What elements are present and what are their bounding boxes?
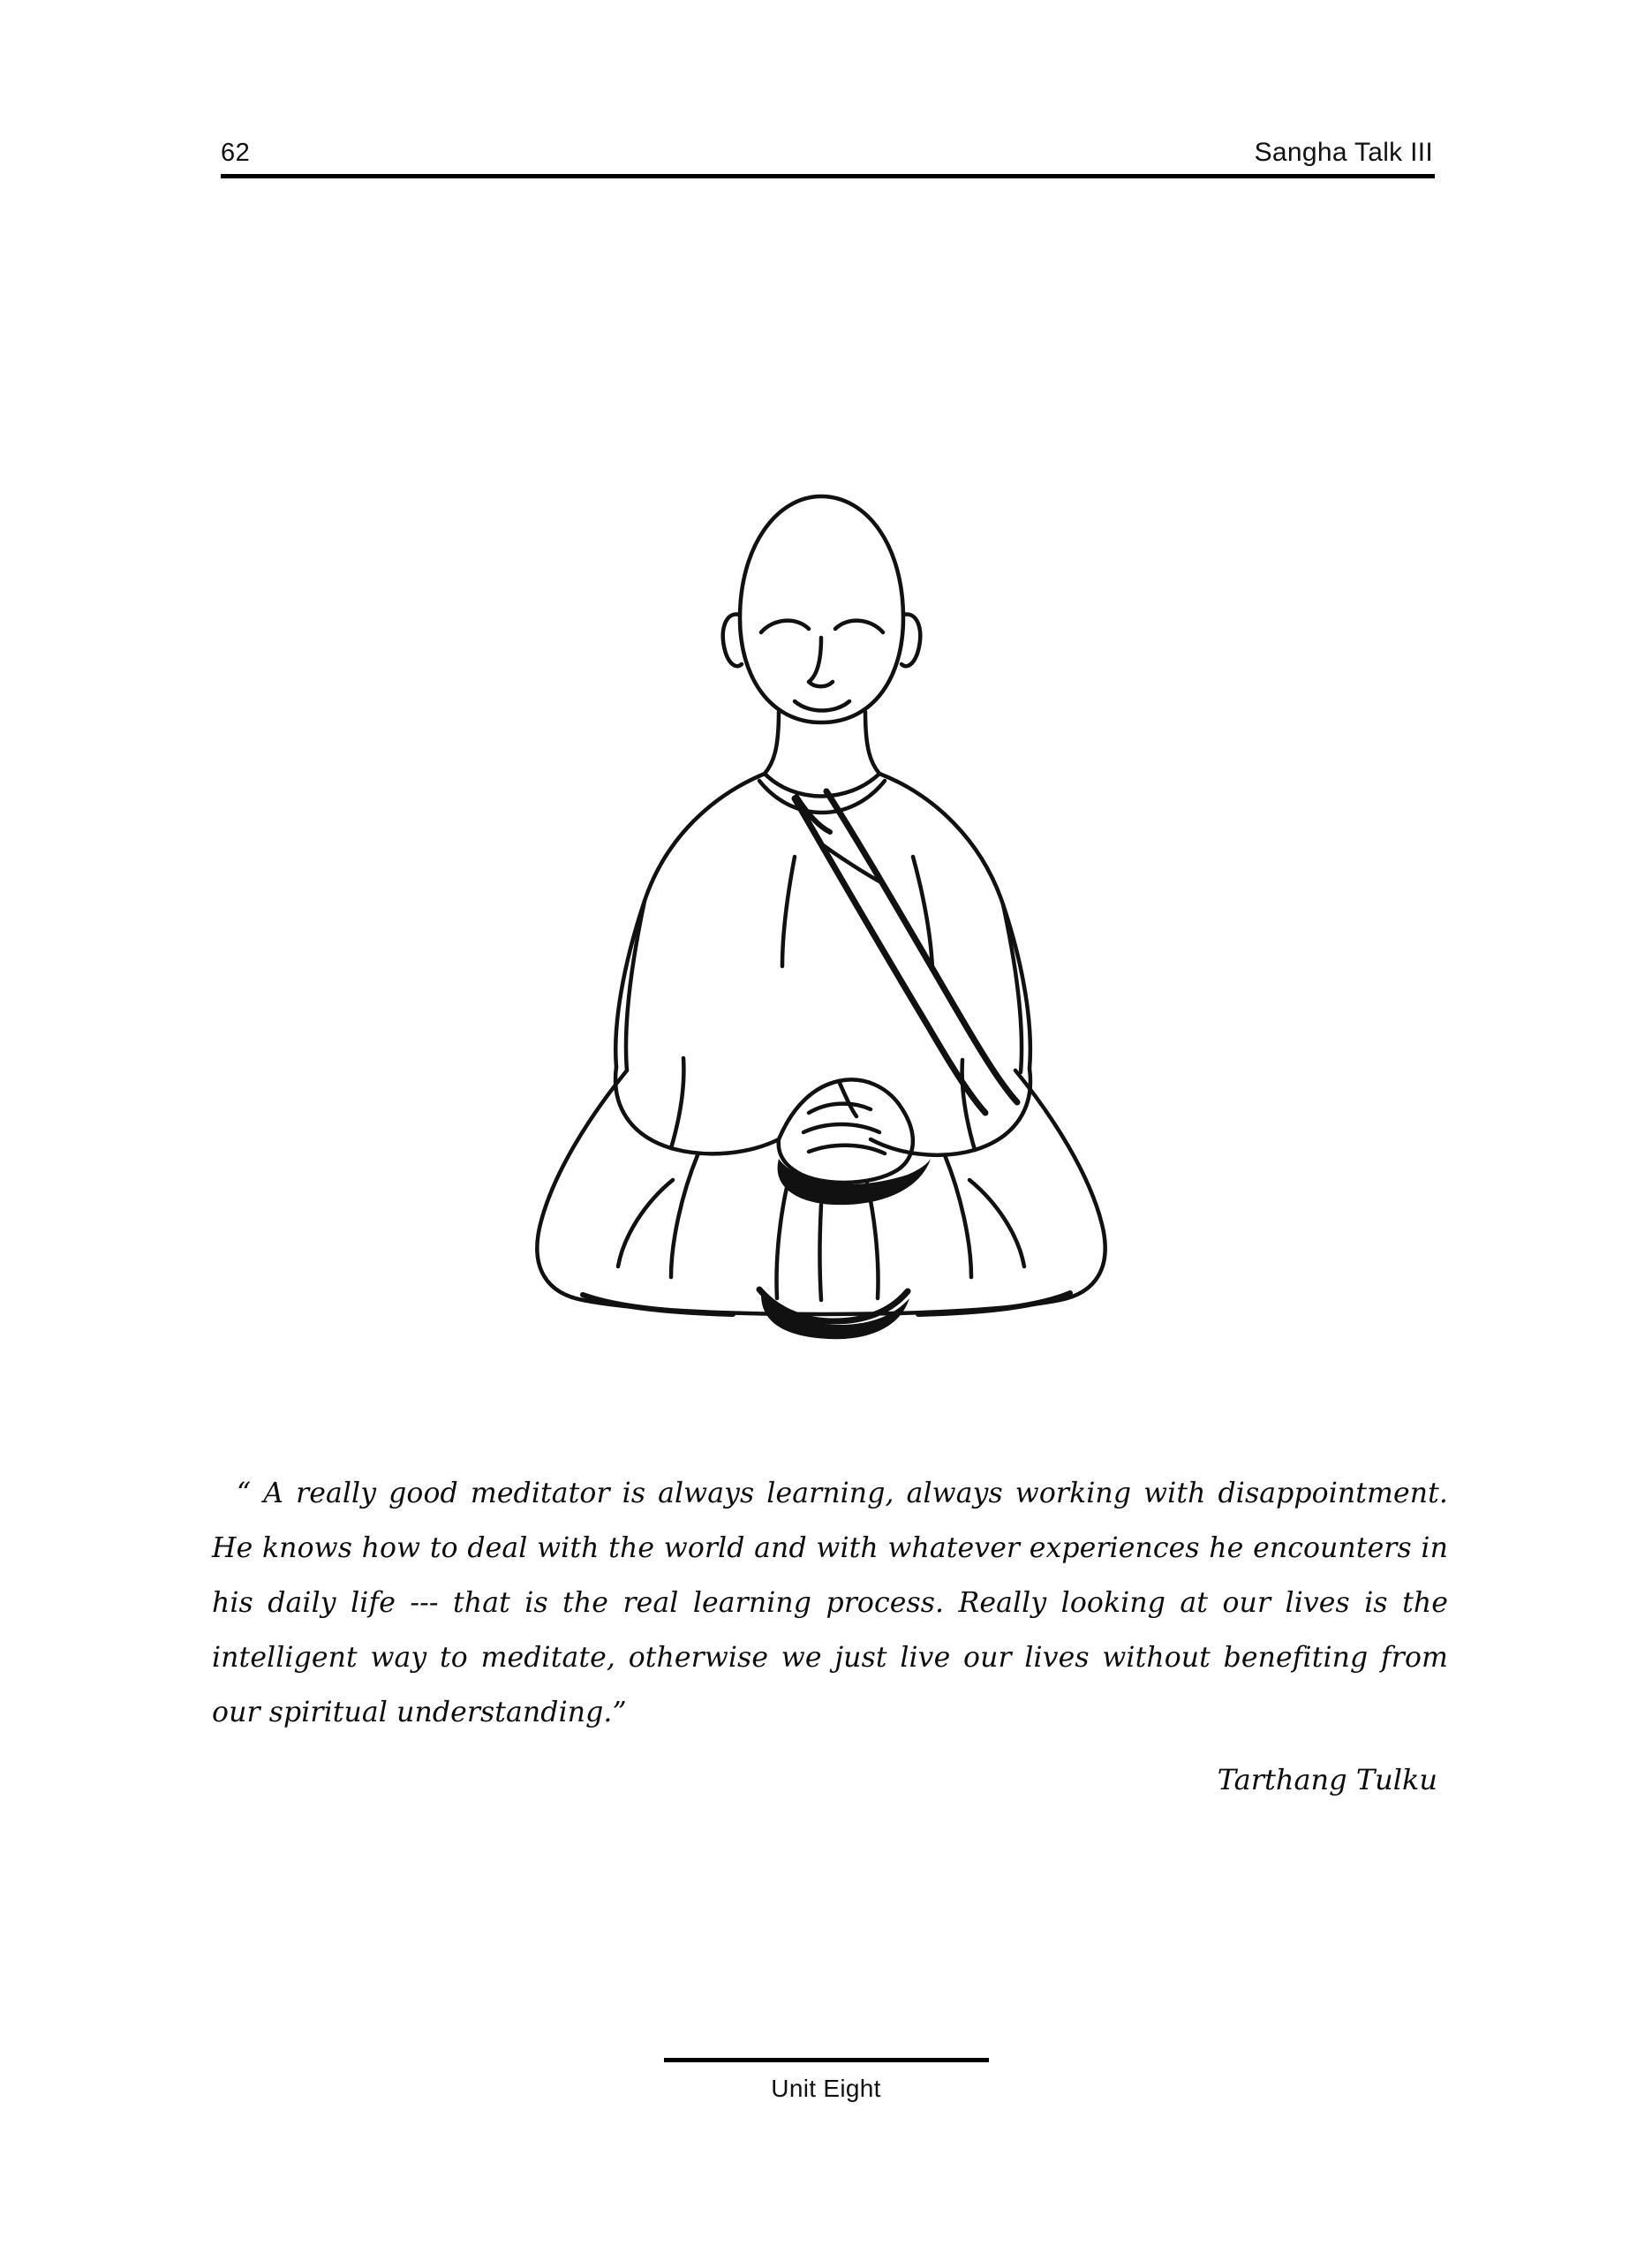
- monk-eye-left: [761, 621, 809, 632]
- monk-nose: [809, 638, 833, 686]
- robe-sleeve-left-fold: [671, 1058, 683, 1148]
- robe-fold-center-right: [867, 1183, 879, 1298]
- page-footer: [0, 2058, 1652, 2103]
- hand-finger-3: [809, 1146, 885, 1153]
- page-number: 62: [221, 139, 251, 167]
- robe-sash-inner: [826, 791, 1017, 1102]
- robe-fold-lap-right: [945, 1155, 971, 1277]
- header-title: Sangha Talk III: [1254, 138, 1433, 167]
- quote-attribution: Tarthang Tulku: [1217, 1763, 1437, 1796]
- robe-fold-chest-2: [782, 857, 795, 966]
- header-row: [221, 124, 1435, 166]
- robe-sleeve-right: [871, 1069, 1030, 1155]
- monk-mouth: [795, 701, 849, 711]
- robe-knee-left: [618, 1180, 673, 1267]
- meditating-monk-illustration: [380, 442, 1263, 1431]
- page-header: [221, 124, 1435, 185]
- feet-shadow: [761, 1295, 909, 1339]
- quote-text: “ A really good meditator is always learning, always working with disappointment. He knows how to deal with the world and with whatever experiences he encounters in his daily life --- that is the real learning process. Really looking at our lives is the intelligent way to meditate, otherwise we just live our lives without benefiting from our spiritual understanding.”: [212, 1478, 1448, 1728]
- monk-eye-right: [835, 621, 883, 632]
- robe-sleeve-right-fold: [962, 1060, 975, 1150]
- robe-fold-lap-left: [671, 1155, 698, 1277]
- robe-fold-center: [820, 1205, 822, 1300]
- robe-sleeve-left: [615, 1067, 779, 1153]
- hand-thumb: [839, 1081, 856, 1116]
- footer-divider: [664, 2058, 989, 2062]
- robe-knee-right: [969, 1180, 1024, 1267]
- quote-block: [212, 1466, 1448, 1796]
- robe-collar: [765, 774, 879, 797]
- hand-finger-2: [803, 1124, 879, 1132]
- hand-finger-1: [809, 1104, 871, 1113]
- header-divider: [221, 174, 1435, 178]
- robe-fold-center-left: [777, 1183, 788, 1298]
- footer-unit-label: Unit Eight: [771, 2075, 881, 2102]
- monk-head: [740, 496, 903, 722]
- robe-shoulder-left: [615, 774, 765, 1067]
- monk-neck-left: [765, 712, 779, 774]
- monk-neck-right: [865, 712, 879, 774]
